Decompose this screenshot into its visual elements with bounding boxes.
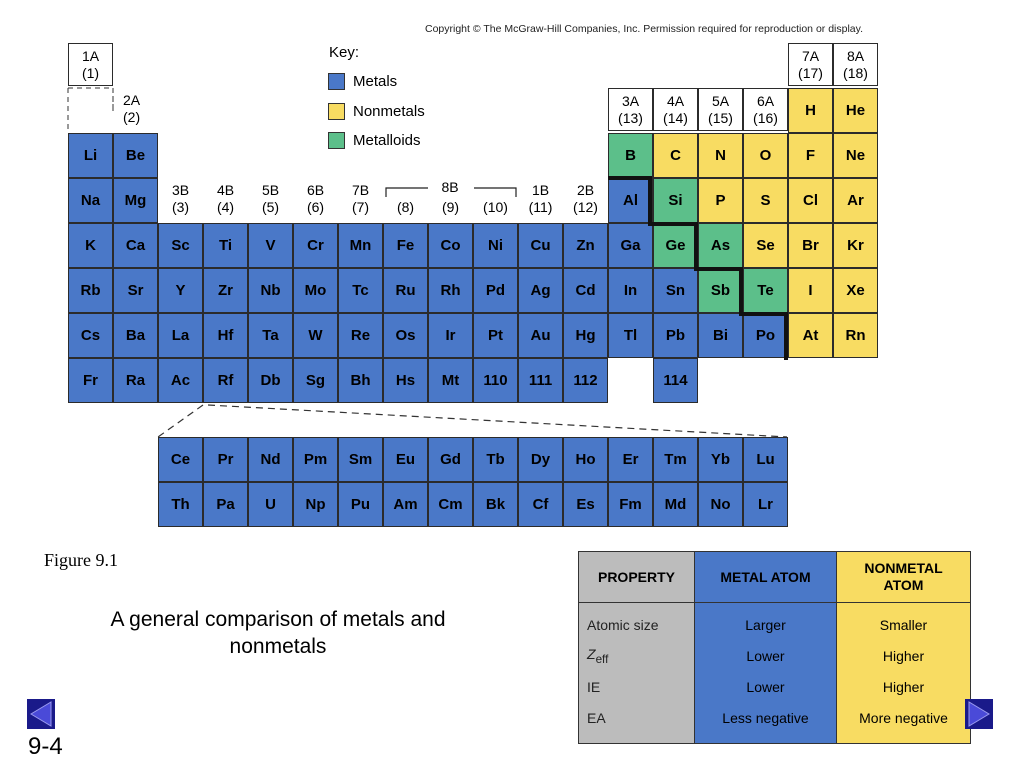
element-cell: Ti xyxy=(203,223,248,268)
element-cell: Rn xyxy=(833,313,878,358)
element-cell: Zr xyxy=(203,268,248,313)
group-number: (4) xyxy=(216,199,235,215)
group-name: 7A xyxy=(801,48,820,64)
element-cell: Ga xyxy=(608,223,653,268)
element-cell: Db xyxy=(248,358,293,403)
element-cell: 111 xyxy=(518,358,563,403)
group-name: 2A xyxy=(123,92,141,108)
key-item-nonmetals xyxy=(328,102,425,121)
group-name: 1A xyxy=(81,48,100,64)
actinide-cell: Bk xyxy=(473,482,518,527)
group-number: (15) xyxy=(708,110,733,126)
group-name: 3A xyxy=(621,93,640,109)
element-cell: Rf xyxy=(203,358,248,403)
row-nonmetal-value: More negative xyxy=(837,702,971,744)
actinide-cell: U xyxy=(248,482,293,527)
copyright-notice: Copyright © The McGraw-Hill Companies, Inc. Permission required for reproduction or display. xyxy=(425,23,864,35)
key-label: Metals xyxy=(353,73,398,90)
group-name: 8B xyxy=(441,179,459,195)
element-cell: Hf xyxy=(203,313,248,358)
slide-number: 9-4 xyxy=(28,733,63,760)
row-property: EA xyxy=(579,702,695,744)
element-cell: Be xyxy=(113,133,158,178)
key-swatch-nonmetals xyxy=(328,103,345,120)
lanthanide-cell: Eu xyxy=(383,437,428,482)
element-cell: Bh xyxy=(338,358,383,403)
group-number: (5) xyxy=(261,199,280,215)
element-cell: Sc xyxy=(158,223,203,268)
group-number: (7) xyxy=(351,199,370,215)
element-cell: Al xyxy=(608,178,653,223)
row-metal-value: Lower xyxy=(695,671,837,702)
actinide-cell: Th xyxy=(158,482,203,527)
element-cell: V xyxy=(248,223,293,268)
lanthanide-cell: Ce xyxy=(158,437,203,482)
element-cell: Po xyxy=(743,313,788,358)
row-metal-value: Lower xyxy=(695,640,837,671)
key-item-metals xyxy=(328,72,397,91)
element-cell: Ru xyxy=(383,268,428,313)
element-cell: Se xyxy=(743,223,788,268)
group-name: 5B xyxy=(261,182,280,198)
zeff-subscript: eff xyxy=(595,652,609,666)
element-cell: Ta xyxy=(248,313,293,358)
element-cell: Ag xyxy=(518,268,563,313)
key-item-metalloids xyxy=(328,131,421,150)
group-number: (11) xyxy=(528,199,553,215)
element-cell: Te xyxy=(743,268,788,313)
element-cell: Fe xyxy=(383,223,428,268)
actinide-cell: Pa xyxy=(203,482,248,527)
header-property: PROPERTY xyxy=(579,552,695,603)
element-cell: Zn xyxy=(563,223,608,268)
lanthanide-cell: Tb xyxy=(473,437,518,482)
actinide-cell: Pu xyxy=(338,482,383,527)
element-cell: Sr xyxy=(113,268,158,313)
actinide-cell: Cm xyxy=(428,482,473,527)
element-cell: H xyxy=(788,88,833,133)
element-cell: Kr xyxy=(833,223,878,268)
actinide-cell: Np xyxy=(293,482,338,527)
row-nonmetal-value: Smaller xyxy=(837,603,971,641)
key-swatch-metals xyxy=(328,73,345,90)
element-cell: Au xyxy=(518,313,563,358)
element-cell: Mo xyxy=(293,268,338,313)
element-cell: Pd xyxy=(473,268,518,313)
next-arrow-icon xyxy=(965,699,993,729)
group-number: (1) xyxy=(81,65,100,81)
row-metal-value: Larger xyxy=(695,603,837,641)
lanthanide-cell: Gd xyxy=(428,437,473,482)
element-cell: He xyxy=(833,88,878,133)
element-cell: N xyxy=(698,133,743,178)
element-cell: Ge xyxy=(653,223,698,268)
lanthanide-cell: Pm xyxy=(293,437,338,482)
lanthanide-cell: Er xyxy=(608,437,653,482)
element-cell: Tc xyxy=(338,268,383,313)
element-cell: W xyxy=(293,313,338,358)
row-property: IE xyxy=(579,671,695,702)
element-cell: Fr xyxy=(68,358,113,403)
table-row xyxy=(579,603,971,641)
zeff-symbol: Z xyxy=(587,645,596,662)
row-metal-value: Less negative xyxy=(695,702,837,744)
actinide-cell: Md xyxy=(653,482,698,527)
group-name: 1B xyxy=(531,182,550,198)
lanthanide-cell: Pr xyxy=(203,437,248,482)
element-cell: Xe xyxy=(833,268,878,313)
header-nonmetal: NONMETAL ATOM xyxy=(837,552,971,603)
element-cell: Mn xyxy=(338,223,383,268)
table-row xyxy=(579,671,971,702)
element-cell: 112 xyxy=(563,358,608,403)
element-cell: Tl xyxy=(608,313,653,358)
header-metal: METAL ATOM xyxy=(695,552,837,603)
element-cell: Mt xyxy=(428,358,473,403)
element-cell: Ca xyxy=(113,223,158,268)
element-cell: Cr xyxy=(293,223,338,268)
next-slide-button[interactable] xyxy=(965,699,993,729)
element-cell: Ar xyxy=(833,178,878,223)
group-name: 3B xyxy=(171,182,190,198)
lanthanide-cell: Yb xyxy=(698,437,743,482)
key-title: Key: xyxy=(329,44,360,61)
row-nonmetal-value: Higher xyxy=(837,671,971,702)
element-cell: I xyxy=(788,268,833,313)
group-number: (8) xyxy=(396,199,415,215)
row-nonmetal-value: Higher xyxy=(837,640,971,671)
actinide-cell: Es xyxy=(563,482,608,527)
figure-label: Figure 9.1 xyxy=(44,550,118,570)
row-property: Atomic size xyxy=(579,603,695,641)
group-number: (2) xyxy=(123,109,141,125)
group-number: (16) xyxy=(753,110,778,126)
group-number: (9) xyxy=(441,199,460,215)
element-cell: Br xyxy=(788,223,833,268)
element-cell: Li xyxy=(68,133,113,178)
group-name: 2B xyxy=(576,182,595,198)
lanthanide-cell: Lu xyxy=(743,437,788,482)
element-cell: O xyxy=(743,133,788,178)
actinide-cell: Cf xyxy=(518,482,563,527)
element-cell: Ac xyxy=(158,358,203,403)
element-cell: P xyxy=(698,178,743,223)
element-cell: Sn xyxy=(653,268,698,313)
group-name: 7B xyxy=(351,182,370,198)
group-name: 6A xyxy=(756,93,775,109)
element-cell: Co xyxy=(428,223,473,268)
prev-slide-button[interactable] xyxy=(27,699,55,729)
element-cell: Cl xyxy=(788,178,833,223)
key-swatch-metalloids xyxy=(328,132,345,149)
comparison-table xyxy=(578,551,971,744)
element-cell: Ni xyxy=(473,223,518,268)
actinide-cell: Am xyxy=(383,482,428,527)
prev-arrow-icon xyxy=(27,699,55,729)
element-cell: Mg xyxy=(113,178,158,223)
element-cell: Y xyxy=(158,268,203,313)
element-cell: Rb xyxy=(68,268,113,313)
element-cell: Sb xyxy=(698,268,743,313)
group-number: (17) xyxy=(798,65,823,81)
element-cell: Nb xyxy=(248,268,293,313)
group-number: (3) xyxy=(171,199,190,215)
actinide-cell: Fm xyxy=(608,482,653,527)
lanthanide-cell: Nd xyxy=(248,437,293,482)
element-cell: B xyxy=(608,133,653,178)
group-name: 5A xyxy=(711,93,730,109)
group-name: 8A xyxy=(846,48,865,64)
row-property xyxy=(579,640,695,671)
group-number: (10) xyxy=(483,199,508,215)
element-cell: 114 xyxy=(653,358,698,403)
element-cell: Bi xyxy=(698,313,743,358)
table-header-row xyxy=(579,552,971,603)
element-cell: As xyxy=(698,223,743,268)
element-cell: Rh xyxy=(428,268,473,313)
lanthanide-cell: Dy xyxy=(518,437,563,482)
actinide-cell: No xyxy=(698,482,743,527)
figure-caption: A general comparison of metals and nonmetals xyxy=(110,608,446,658)
group-number: (6) xyxy=(306,199,325,215)
element-cell: Cu xyxy=(518,223,563,268)
element-cell: Ne xyxy=(833,133,878,178)
element-cell: Re xyxy=(338,313,383,358)
lanthanide-cell: Ho xyxy=(563,437,608,482)
element-cell: C xyxy=(653,133,698,178)
element-cell: At xyxy=(788,313,833,358)
table-row xyxy=(579,702,971,744)
element-cell: F xyxy=(788,133,833,178)
element-cell: Sg xyxy=(293,358,338,403)
group-number: (12) xyxy=(573,199,598,215)
element-cell: Pt xyxy=(473,313,518,358)
group-number: (14) xyxy=(663,110,688,126)
element-cell: La xyxy=(158,313,203,358)
actinide-cell: Lr xyxy=(743,482,788,527)
element-cell: Na xyxy=(68,178,113,223)
group-name: 4B xyxy=(216,182,235,198)
element-cell: S xyxy=(743,178,788,223)
element-cell: Si xyxy=(653,178,698,223)
element-cell: Ra xyxy=(113,358,158,403)
group-number: (13) xyxy=(618,110,643,126)
element-cell: Pb xyxy=(653,313,698,358)
element-cell: Cd xyxy=(563,268,608,313)
key-label: Metalloids xyxy=(353,132,421,149)
lanthanide-cell: Sm xyxy=(338,437,383,482)
element-cell: Hs xyxy=(383,358,428,403)
element-cell: K xyxy=(68,223,113,268)
group-name: 4A xyxy=(666,93,685,109)
lanthanide-cell: Tm xyxy=(653,437,698,482)
element-cell: Cs xyxy=(68,313,113,358)
element-cell: In xyxy=(608,268,653,313)
element-cell: Ir xyxy=(428,313,473,358)
element-cell: Hg xyxy=(563,313,608,358)
element-cell: Ba xyxy=(113,313,158,358)
element-cell: 110 xyxy=(473,358,518,403)
element-cell: Os xyxy=(383,313,428,358)
group-number: (18) xyxy=(843,65,868,81)
table-row xyxy=(579,640,971,671)
key-label: Nonmetals xyxy=(353,103,425,120)
group-name: 6B xyxy=(306,182,325,198)
